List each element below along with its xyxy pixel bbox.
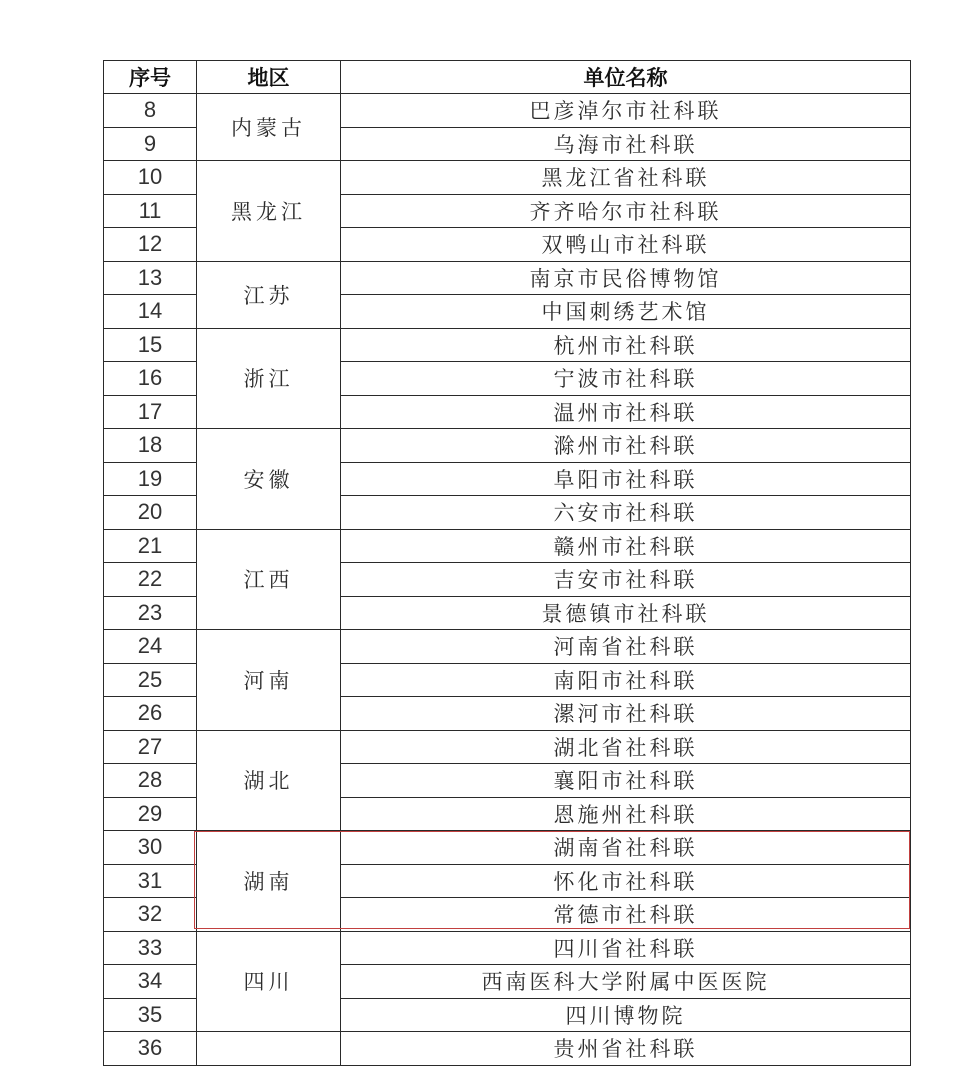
table-row-highlighted xyxy=(104,831,911,865)
row-no: 30 xyxy=(104,831,197,865)
region-cell: 湖南 xyxy=(197,831,341,932)
row-no: 33 xyxy=(104,931,197,965)
table-row xyxy=(104,261,911,295)
row-no: 15 xyxy=(104,328,197,362)
unit-name: 杭州市社科联 xyxy=(341,328,911,362)
unit-name: 常德市社科联 xyxy=(341,898,911,932)
unit-name: 中国刺绣艺术馆 xyxy=(341,295,911,329)
row-no: 14 xyxy=(104,295,197,329)
unit-name: 湖南省社科联 xyxy=(341,831,911,865)
row-no: 28 xyxy=(104,764,197,798)
row-no: 34 xyxy=(104,965,197,999)
unit-name: 南阳市社科联 xyxy=(341,663,911,697)
unit-name: 乌海市社科联 xyxy=(341,127,911,161)
row-no: 27 xyxy=(104,730,197,764)
row-no: 18 xyxy=(104,429,197,463)
row-no: 31 xyxy=(104,864,197,898)
unit-name: 贵州省社科联 xyxy=(341,1032,911,1066)
region-cell: 湖北 xyxy=(197,730,341,831)
table-row xyxy=(104,328,911,362)
row-no: 29 xyxy=(104,797,197,831)
table-row xyxy=(104,161,911,195)
row-no: 26 xyxy=(104,697,197,731)
unit-name: 阜阳市社科联 xyxy=(341,462,911,496)
unit-name: 赣州市社科联 xyxy=(341,529,911,563)
region-cell: 内蒙古 xyxy=(197,94,341,161)
unit-name: 吉安市社科联 xyxy=(341,563,911,597)
region-cell: 安徽 xyxy=(197,429,341,530)
row-no: 10 xyxy=(104,161,197,195)
row-no: 20 xyxy=(104,496,197,530)
table-row xyxy=(104,94,911,128)
unit-name: 怀化市社科联 xyxy=(341,864,911,898)
region-cell: 黑龙江 xyxy=(197,161,341,262)
unit-name: 巴彦淖尔市社科联 xyxy=(341,94,911,128)
unit-name: 湖北省社科联 xyxy=(341,730,911,764)
unit-name: 襄阳市社科联 xyxy=(341,764,911,798)
unit-name: 西南医科大学附属中医医院 xyxy=(341,965,911,999)
table-row xyxy=(104,630,911,664)
header-no: 序号 xyxy=(104,61,197,94)
region-cell xyxy=(197,1032,341,1066)
row-no: 16 xyxy=(104,362,197,396)
unit-name: 齐齐哈尔市社科联 xyxy=(341,194,911,228)
unit-name: 双鸭山市社科联 xyxy=(341,228,911,262)
row-no: 12 xyxy=(104,228,197,262)
row-no: 22 xyxy=(104,563,197,597)
table-row xyxy=(104,931,911,965)
row-no: 24 xyxy=(104,630,197,664)
region-cell: 浙江 xyxy=(197,328,341,429)
row-no: 8 xyxy=(104,94,197,128)
row-no: 9 xyxy=(104,127,197,161)
unit-name: 河南省社科联 xyxy=(341,630,911,664)
unit-name: 南京市民俗博物馆 xyxy=(341,261,911,295)
table-row-partial xyxy=(104,1032,911,1066)
units-table xyxy=(103,60,911,1066)
row-no: 25 xyxy=(104,663,197,697)
row-no: 35 xyxy=(104,998,197,1032)
unit-name: 温州市社科联 xyxy=(341,395,911,429)
unit-name: 景德镇市社科联 xyxy=(341,596,911,630)
table-row xyxy=(104,730,911,764)
row-no: 17 xyxy=(104,395,197,429)
unit-name: 四川省社科联 xyxy=(341,931,911,965)
header-region: 地区 xyxy=(197,61,341,94)
unit-name: 四川博物院 xyxy=(341,998,911,1032)
header-row xyxy=(104,61,911,94)
region-cell: 江苏 xyxy=(197,261,341,328)
unit-name: 恩施州社科联 xyxy=(341,797,911,831)
table-row xyxy=(104,529,911,563)
unit-name: 漯河市社科联 xyxy=(341,697,911,731)
row-no: 19 xyxy=(104,462,197,496)
row-no: 23 xyxy=(104,596,197,630)
region-cell: 河南 xyxy=(197,630,341,731)
row-no: 13 xyxy=(104,261,197,295)
region-cell: 江西 xyxy=(197,529,341,630)
unit-name: 滁州市社科联 xyxy=(341,429,911,463)
row-no: 21 xyxy=(104,529,197,563)
region-cell: 四川 xyxy=(197,931,341,1032)
unit-name: 宁波市社科联 xyxy=(341,362,911,396)
table-row xyxy=(104,429,911,463)
row-no: 36 xyxy=(104,1032,197,1066)
unit-name: 六安市社科联 xyxy=(341,496,911,530)
header-unit: 单位名称 xyxy=(341,61,911,94)
row-no: 32 xyxy=(104,898,197,932)
row-no: 11 xyxy=(104,194,197,228)
unit-name: 黑龙江省社科联 xyxy=(341,161,911,195)
